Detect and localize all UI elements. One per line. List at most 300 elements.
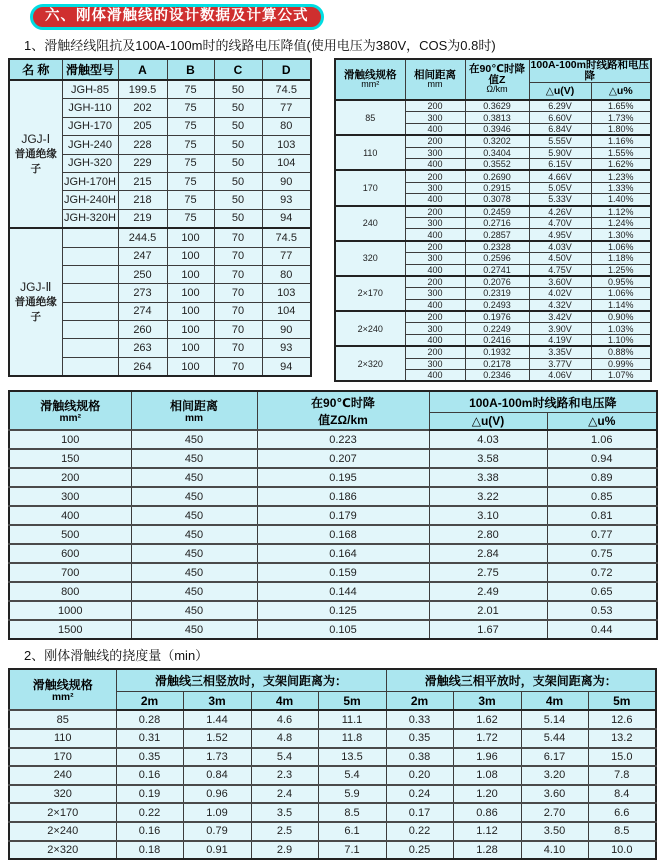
table-cell: 70	[214, 321, 262, 339]
table-row	[9, 544, 657, 563]
table-cell: 4.02V	[529, 288, 591, 299]
table-cell: 0.72	[547, 563, 657, 582]
table-cell: 450	[131, 506, 257, 525]
table-cell: 1.06	[547, 430, 657, 449]
table-cell: 0.16	[116, 766, 183, 785]
col-header-b: B	[167, 59, 214, 80]
table-cell: 6.60V	[529, 112, 591, 123]
col-header-spec-label: 滑触线规格	[344, 68, 397, 81]
col-header-du-pct: △u%	[591, 83, 651, 101]
table-cell: 8.5	[588, 822, 656, 841]
table-cell: 450	[131, 563, 257, 582]
table-cell: 218	[118, 191, 167, 209]
table-cell: 3.10	[429, 506, 547, 525]
table-cell	[62, 339, 118, 357]
table-cell: 6.17	[521, 748, 588, 767]
group-label-cell: 85	[335, 100, 405, 135]
table-cell: 50	[214, 172, 262, 190]
impedance-450-header-row1	[9, 391, 657, 413]
table-cell	[62, 357, 118, 376]
table-cell: 4.8	[251, 729, 318, 748]
table-cell: 0.164	[257, 544, 429, 563]
table-cell: 75	[167, 136, 214, 154]
table-cell: 244.5	[118, 228, 167, 247]
table-cell: 0.20	[386, 766, 453, 785]
table-cell: 4.10	[521, 841, 588, 860]
table-cell: 104	[262, 154, 311, 172]
table-cell: 0.91	[183, 841, 251, 860]
table-cell: 1.09	[183, 803, 251, 822]
table-cell: JGH-240H	[62, 191, 118, 209]
dimension-table-header-row	[9, 59, 311, 80]
table-cell: 0.2416	[465, 334, 529, 346]
table-cell: 450	[131, 582, 257, 601]
table-cell: 2.01	[429, 601, 547, 620]
table-cell: 100	[167, 228, 214, 247]
table-cell: 3.42V	[529, 311, 591, 323]
group-label-cell: 2×320	[335, 346, 405, 381]
table-cell: 0.2493	[465, 299, 529, 311]
table-cell: 0.186	[257, 487, 429, 506]
table-cell: 75	[167, 172, 214, 190]
table-cell: 0.44	[547, 620, 657, 639]
table-cell: 0.33	[386, 710, 453, 729]
table-cell: 200	[405, 346, 465, 358]
table-cell: 5.90V	[529, 147, 591, 158]
table-cell: 240	[9, 766, 116, 785]
group-label-cell: 240	[335, 206, 405, 241]
table-row	[9, 766, 656, 785]
table-cell: 75	[167, 191, 214, 209]
table-cell	[62, 265, 118, 283]
table-cell: 4.26V	[529, 206, 591, 218]
table-cell: 0.2319	[465, 288, 529, 299]
col-header-span-5m-horizontal: 5m	[588, 692, 656, 711]
table-cell: 0.1976	[465, 311, 529, 323]
table-cell: 3.77V	[529, 358, 591, 369]
table-cell: 247	[118, 247, 167, 265]
table-cell: 450	[131, 430, 257, 449]
table-cell: 1.12	[453, 822, 521, 841]
col-header-span-3m-horizontal: 3m	[453, 692, 521, 711]
table-cell	[62, 247, 118, 265]
table-cell: 0.105	[257, 620, 429, 639]
table-cell: 15.0	[588, 748, 656, 767]
table-cell: JGH-110	[62, 99, 118, 117]
table-cell: 2.5	[251, 822, 318, 841]
table-cell: 74.5	[262, 228, 311, 247]
table-cell: 0.77	[547, 525, 657, 544]
table-cell: 400	[405, 264, 465, 276]
table-cell: 1.07%	[591, 370, 651, 382]
table-cell: 400	[405, 299, 465, 311]
table-cell: 70	[214, 228, 262, 247]
table-row	[335, 170, 651, 182]
table-cell: 1.62%	[591, 158, 651, 170]
table-cell: 1.20	[453, 785, 521, 804]
table-cell: 75	[167, 209, 214, 228]
table-cell: 0.79	[183, 822, 251, 841]
dimension-table	[8, 58, 312, 377]
table-cell: 1.40%	[591, 194, 651, 206]
col-header-voltage-drop-group: 100A-100m时线路和电压降	[429, 391, 657, 413]
table-cell: 0.96	[183, 785, 251, 804]
col-header-span-3m-vertical: 3m	[183, 692, 251, 711]
table-cell: 450	[131, 449, 257, 468]
table-cell: 1.28	[453, 841, 521, 860]
table-cell: 400	[405, 334, 465, 346]
table-cell: 300	[9, 487, 131, 506]
col-header-spec-unit: mm²	[361, 78, 380, 89]
table-cell: 0.35	[386, 729, 453, 748]
table-cell: 1.03%	[591, 323, 651, 334]
table-cell: 0.2690	[465, 170, 529, 182]
table-cell: 0.94	[547, 449, 657, 468]
table-cell: 0.65	[547, 582, 657, 601]
table-cell: 0.3078	[465, 194, 529, 206]
table-cell: 50	[214, 136, 262, 154]
table-row	[9, 803, 656, 822]
table-cell: 100	[167, 339, 214, 357]
col-header-spec-label: 滑触线规格	[32, 678, 93, 693]
table-cell: 11.8	[318, 729, 386, 748]
table-cell: 0.35	[116, 748, 183, 767]
table-cell: 1.62	[453, 710, 521, 729]
table-cell: 700	[9, 563, 131, 582]
deflection-header-row1	[9, 669, 656, 692]
table-cell: 0.17	[386, 803, 453, 822]
table-cell: 2.80	[429, 525, 547, 544]
table-cell: 100	[167, 357, 214, 376]
impedance-450-table-body	[9, 430, 657, 639]
table-cell: 1.44	[183, 710, 251, 729]
table-cell: 77	[262, 99, 311, 117]
table-cell: 5.14	[521, 710, 588, 729]
table-cell: 70	[214, 284, 262, 302]
group-label-cell	[9, 80, 62, 228]
table-cell: 80	[262, 117, 311, 135]
table-cell: 300	[405, 112, 465, 123]
dimension-table-body	[9, 80, 311, 376]
col-header-impedance-label: 在90℃时降值Z	[469, 63, 525, 87]
table-row	[9, 822, 656, 841]
table-cell: 200	[9, 468, 131, 487]
col-header-span-2m-horizontal: 2m	[386, 692, 453, 711]
table-cell: 4.50V	[529, 253, 591, 264]
table-cell: 1.25%	[591, 264, 651, 276]
table-cell: 50	[214, 99, 262, 117]
group-name: JGJ-Ⅰ	[21, 132, 51, 147]
col-header-spec-unit: mm²	[59, 413, 81, 425]
table-cell: 0.159	[257, 563, 429, 582]
table-cell: 1.72	[453, 729, 521, 748]
table-cell: 0.3404	[465, 147, 529, 158]
table-cell: JGH-85	[62, 80, 118, 99]
table-cell: 70	[214, 247, 262, 265]
table-cell: 2×240	[9, 822, 116, 841]
section2-title: 2、刚体滑触线的挠度量（min）	[24, 648, 209, 664]
table-cell: 3.22	[429, 487, 547, 506]
table-cell: 1.55%	[591, 147, 651, 158]
table-cell: 75	[167, 154, 214, 172]
table-cell: 0.25	[386, 841, 453, 860]
col-header-a: A	[118, 59, 167, 80]
table-cell: 2.3	[251, 766, 318, 785]
table-cell: 260	[118, 321, 167, 339]
table-cell: 3.60	[521, 785, 588, 804]
table-cell: 200	[405, 100, 465, 112]
col-header-c: C	[214, 59, 262, 80]
col-header-d: D	[262, 59, 311, 80]
table-cell: 0.195	[257, 468, 429, 487]
table-cell: 0.168	[257, 525, 429, 544]
group-label-cell	[9, 228, 62, 376]
table-cell: 200	[405, 206, 465, 218]
table-cell: 1000	[9, 601, 131, 620]
table-cell: 0.90%	[591, 311, 651, 323]
table-cell: 5.05V	[529, 182, 591, 193]
col-header-du-pct: △u%	[547, 413, 657, 431]
table-cell: 1.24%	[591, 217, 651, 228]
table-cell: 103	[262, 136, 311, 154]
table-cell: 3.20	[521, 766, 588, 785]
table-cell: 4.06V	[529, 370, 591, 382]
table-cell	[62, 302, 118, 320]
table-cell: 4.19V	[529, 334, 591, 346]
col-header-phase-spacing	[131, 391, 257, 430]
table-cell: 300	[405, 358, 465, 369]
group-label-cell: 2×240	[335, 311, 405, 346]
table-cell	[62, 228, 118, 247]
table-cell: 0.89	[547, 468, 657, 487]
table-cell: 2.49	[429, 582, 547, 601]
table-cell: 0.2328	[465, 241, 529, 253]
table-cell: 75	[167, 99, 214, 117]
table-cell: 13.2	[588, 729, 656, 748]
col-header-spec-label: 滑触线规格	[40, 399, 101, 414]
table-cell: 1.10%	[591, 334, 651, 346]
table-cell: 6.84V	[529, 123, 591, 135]
table-cell: 450	[131, 601, 257, 620]
table-cell: 264	[118, 357, 167, 376]
group-name: JGJ-Ⅱ	[20, 280, 52, 295]
group-label-cell: 110	[335, 135, 405, 170]
table-cell: 2.75	[429, 563, 547, 582]
table-cell: 200	[405, 276, 465, 288]
table-row	[335, 135, 651, 147]
table-cell: 93	[262, 339, 311, 357]
table-cell: 1.33%	[591, 182, 651, 193]
col-header-spacing-unit: mm	[184, 413, 204, 425]
table-cell: 100	[167, 265, 214, 283]
table-cell: 0.2346	[465, 370, 529, 382]
table-cell: 0.53	[547, 601, 657, 620]
table-row	[9, 430, 657, 449]
table-cell: 1.65%	[591, 100, 651, 112]
table-cell: 2.9	[251, 841, 318, 860]
group-subname: 普通绝缘子	[14, 148, 57, 176]
table-cell: 300	[405, 217, 465, 228]
table-cell: 75	[167, 80, 214, 99]
table-cell: 12.6	[588, 710, 656, 729]
table-cell: 200	[405, 135, 465, 147]
group-label-cell: 170	[335, 170, 405, 205]
table-cell: 0.86	[453, 803, 521, 822]
table-cell: JGH-320	[62, 154, 118, 172]
table-cell: 1.18%	[591, 253, 651, 264]
table-cell: 300	[405, 253, 465, 264]
table-row	[9, 468, 657, 487]
table-cell: 7.8	[588, 766, 656, 785]
table-cell: 228	[118, 136, 167, 154]
table-cell: 100	[167, 321, 214, 339]
table-cell: 0.2249	[465, 323, 529, 334]
table-cell: 1.30%	[591, 229, 651, 241]
table-cell: 5.4	[318, 766, 386, 785]
table-cell: 6.1	[318, 822, 386, 841]
table-cell: 0.2716	[465, 217, 529, 228]
table-cell: 0.95%	[591, 276, 651, 288]
table-cell: JGH-170	[62, 117, 118, 135]
table-cell: 50	[214, 191, 262, 209]
table-cell: 400	[405, 194, 465, 206]
table-cell: 50	[214, 117, 262, 135]
table-row	[9, 506, 657, 525]
table-cell: 1.06%	[591, 241, 651, 253]
table-cell: 74.5	[262, 80, 311, 99]
table-cell: 1.12%	[591, 206, 651, 218]
col-header-spacing-label: 相间距离	[169, 399, 218, 414]
table-row	[9, 228, 311, 247]
table-cell: 0.3552	[465, 158, 529, 170]
table-cell: 4.70V	[529, 217, 591, 228]
table-cell: 200	[405, 170, 465, 182]
table-row	[9, 487, 657, 506]
table-cell: 450	[131, 468, 257, 487]
table-cell: 80	[262, 265, 311, 283]
table-cell: 1.06%	[591, 288, 651, 299]
table-cell: 0.22	[386, 822, 453, 841]
group-label-cell: 2×170	[335, 276, 405, 311]
table-cell: 0.144	[257, 582, 429, 601]
group-subname: 普通绝缘子	[14, 296, 57, 324]
table-row	[9, 563, 657, 582]
table-cell: 6.29V	[529, 100, 591, 112]
table-cell: 110	[9, 729, 116, 748]
table-cell: 0.28	[116, 710, 183, 729]
table-cell: 4.95V	[529, 229, 591, 241]
table-cell: 0.207	[257, 449, 429, 468]
table-cell: 7.1	[318, 841, 386, 860]
table-row	[9, 785, 656, 804]
table-cell: 199.5	[118, 80, 167, 99]
table-cell: 4.6	[251, 710, 318, 729]
table-cell: 5.44	[521, 729, 588, 748]
table-cell: 1.16%	[591, 135, 651, 147]
table-cell: 400	[9, 506, 131, 525]
table-cell: 1.14%	[591, 299, 651, 311]
table-cell: 5.4	[251, 748, 318, 767]
table-cell: 300	[405, 288, 465, 299]
table-cell: 320	[9, 785, 116, 804]
table-cell: 104	[262, 302, 311, 320]
table-cell: 1.73%	[591, 112, 651, 123]
table-cell: 800	[9, 582, 131, 601]
table-cell: JGH-170H	[62, 172, 118, 190]
table-cell: 2.70	[521, 803, 588, 822]
col-header-phase-spacing	[405, 59, 465, 100]
table-cell: 0.99%	[591, 358, 651, 369]
impedance-table-body	[335, 100, 651, 381]
table-cell: 0.75	[547, 544, 657, 563]
table-cell: 75	[167, 117, 214, 135]
table-cell: 0.2596	[465, 253, 529, 264]
table-cell: 0.18	[116, 841, 183, 860]
table-cell: 0.2459	[465, 206, 529, 218]
table-cell: 0.81	[547, 506, 657, 525]
table-cell: 5.33V	[529, 194, 591, 206]
table-cell: 250	[118, 265, 167, 283]
table-cell: 400	[405, 123, 465, 135]
table-cell: 0.2741	[465, 264, 529, 276]
table-row	[335, 276, 651, 288]
table-cell: 200	[405, 311, 465, 323]
table-cell: 1500	[9, 620, 131, 639]
table-cell: 2.84	[429, 544, 547, 563]
table-cell: 3.50	[521, 822, 588, 841]
table-cell: 0.16	[116, 822, 183, 841]
table-cell: 0.125	[257, 601, 429, 620]
col-header-impedance	[257, 391, 429, 430]
col-header-spec-unit: mm²	[51, 692, 74, 704]
table-cell: 0.2076	[465, 276, 529, 288]
table-cell: 3.5	[251, 803, 318, 822]
table-row	[9, 620, 657, 639]
col-header-spacing-unit: mm	[427, 78, 443, 89]
table-cell: 1.80%	[591, 123, 651, 135]
table-cell: 50	[214, 209, 262, 228]
table-cell: 0.19	[116, 785, 183, 804]
table-cell: 10.0	[588, 841, 656, 860]
table-cell: JGH-320H	[62, 209, 118, 228]
table-cell: 3.60V	[529, 276, 591, 288]
table-cell: 70	[214, 339, 262, 357]
table-cell: 600	[9, 544, 131, 563]
table-cell: 8.5	[318, 803, 386, 822]
table-cell: 100	[167, 247, 214, 265]
col-header-spec	[9, 669, 116, 710]
table-cell: 103	[262, 284, 311, 302]
table-cell: 50	[214, 154, 262, 172]
table-cell: 8.4	[588, 785, 656, 804]
tables-row	[8, 58, 669, 382]
table-cell: 0.84	[183, 766, 251, 785]
impedance-table	[334, 58, 652, 382]
col-header-spacing-label: 相间距离	[414, 68, 456, 81]
table-cell: 0.85	[547, 487, 657, 506]
table-cell: 450	[131, 525, 257, 544]
table-cell: 450	[131, 620, 257, 639]
table-cell: 400	[405, 229, 465, 241]
table-cell: 0.38	[386, 748, 453, 767]
table-cell: 90	[262, 321, 311, 339]
col-header-spec	[9, 391, 131, 430]
col-header-du-v: △u(V)	[429, 413, 547, 431]
table-cell: 215	[118, 172, 167, 190]
table-row	[9, 582, 657, 601]
table-row	[9, 748, 656, 767]
table-cell: 4.75V	[529, 264, 591, 276]
